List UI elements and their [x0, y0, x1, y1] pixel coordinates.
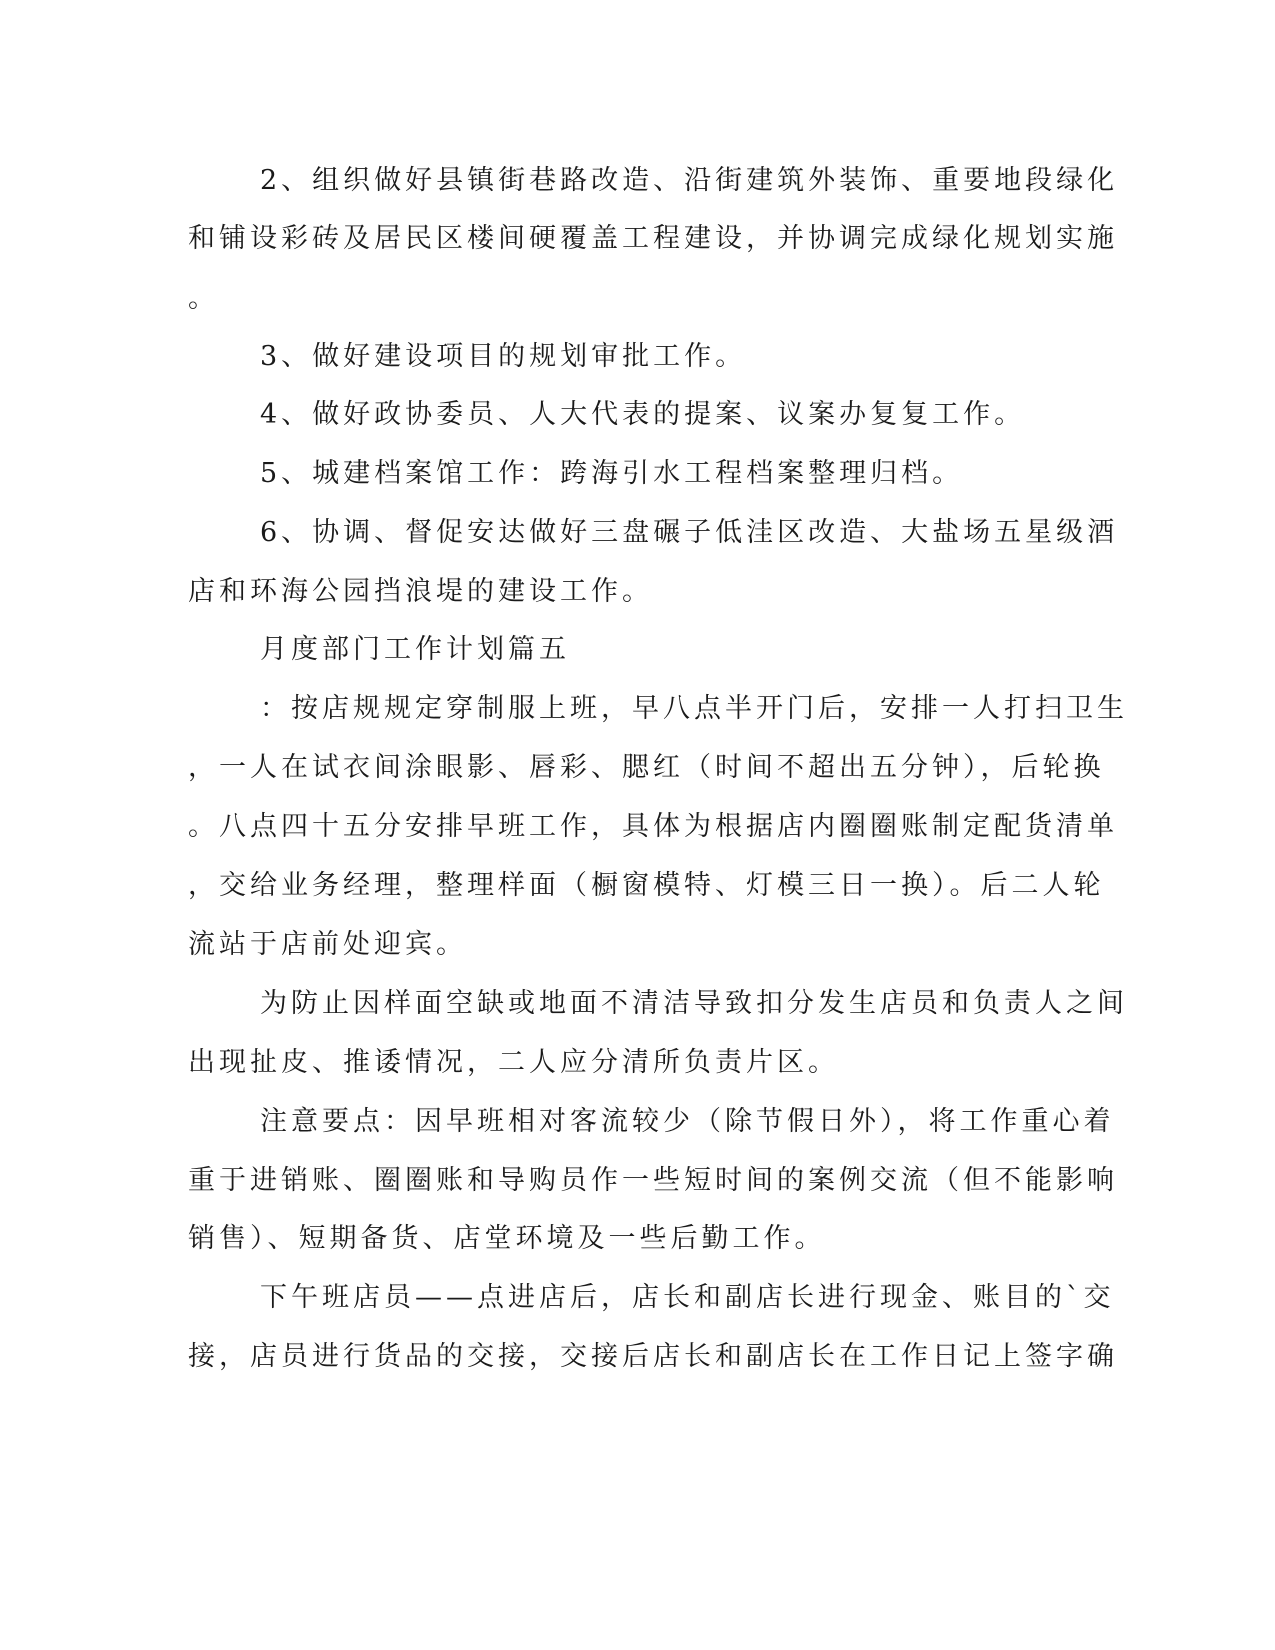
paragraph-10-line-1: 下午班店员——点进店后，店长和副店长进行现金、账目的`交 [260, 1282, 1115, 1313]
paragraph-9-line-1: 注意要点：因早班相对客流较少（除节假日外），将工作重心着 [260, 1106, 1115, 1137]
paragraph-7-line-4: ，交给业务经理，整理样面（橱窗模特、灯模三日一换）。后二人轮 [188, 870, 1105, 901]
paragraph-3: 3、做好建设项目的规划审批工作。 [260, 341, 747, 372]
paragraph-9-line-3: 销售）、短期备货、店堂环境及一些后勤工作。 [188, 1223, 826, 1254]
paragraph-8-line-2: 出现扯皮、推诿情况，二人应分清所负责片区。 [188, 1047, 839, 1078]
paragraph-5: 5、城建档案馆工作：跨海引水工程档案整理归档。 [260, 458, 964, 489]
paragraph-9-line-2: 重于进销账、圈圈账和导购员作一些短时间的案例交流（但不能影响 [188, 1165, 1118, 1196]
paragraph-10-line-2: 接，店员进行货品的交接，交接后店长和副店长在工作日记上签字确 [188, 1341, 1118, 1372]
paragraph-7-line-5: 流站于店前处迎宾。 [188, 929, 467, 960]
paragraph-8-line-1: 为防止因样面空缺或地面不清洁导致扣分发生店员和负责人之间 [260, 988, 1128, 1019]
section-heading: 月度部门工作计划篇五 [260, 634, 570, 665]
paragraph-7-line-2: ，一人在试衣间涂眼影、唇彩、腮红（时间不超出五分钟），后轮换 [188, 752, 1105, 783]
paragraph-6-line-2: 店和环海公园挡浪堤的建设工作。 [188, 576, 653, 607]
paragraph-6-line-1: 6、协调、督促安达做好三盘碾子低洼区改造、大盐场五星级酒 [260, 517, 1119, 548]
paragraph-4: 4、做好政协委员、人大代表的提案、议案办复复工作。 [260, 399, 1026, 430]
paragraph-2-line-3: 。 [188, 283, 219, 314]
paragraph-2-line-2: 和铺设彩砖及居民区楼间硬覆盖工程建设，并协调完成绿化规划实施 [188, 223, 1118, 254]
paragraph-7-line-3: 。八点四十五分安排早班工作，具体为根据店内圈圈账制定配货清单 [188, 811, 1118, 842]
paragraph-2-line-1: 2、组织做好县镇街巷路改造、沿街建筑外装饰、重要地段绿化 [260, 165, 1119, 196]
paragraph-7-line-1: ：按店规规定穿制服上班，早八点半开门后，安排一人打扫卫生 [260, 693, 1128, 724]
